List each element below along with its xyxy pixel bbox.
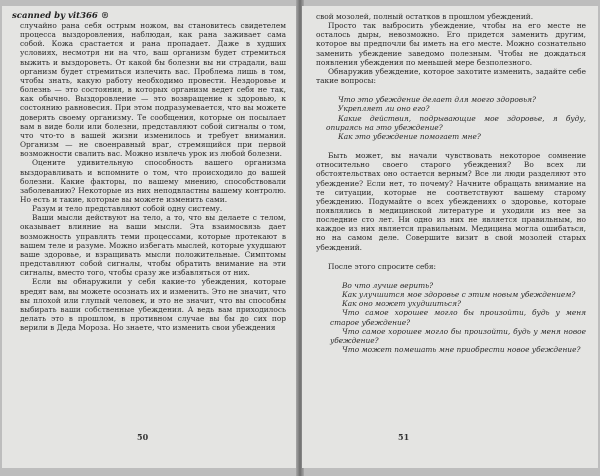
question-item: Укрепляет ли оно его? (338, 104, 430, 114)
right-paragraph: После этого спросите себя: (328, 261, 437, 271)
page-number-right: 51 (398, 432, 410, 442)
left-page (2, 6, 298, 468)
left-text-column (20, 21, 286, 332)
right-paragraph: Просто так выбросить убеждение, чтобы на его месте не осталось дыры, невозможно. Его придется заменить другим, которое вы предпочли бы иметь на его месте. Можно сознательно заменить убеждение заведомо полезным. Чтобы не дождаться появления убеждения по меньшей мере безполезного. (316, 21, 586, 67)
left-paragraph: Если вы обнаружили у себя какие-то убеждения, которые вредят вам, вы можете осознать их и изменить. Это не значит, что вы плохой или глупый человек, и это не значит, что вы способны выбирать ваши собственные убеждения. А ведь вам приходилось делать это в прошлом, в противном случае вы бы до сих пор верили в Деда Мороза. Но знаете, что изменить свои убеждения (20, 277, 286, 333)
left-paragraph: Разум и тело представляют собой одну систему. (32, 204, 223, 214)
left-paragraph: случайно рана себя острым ножом, вы становитесь свидетелем процесса выздоровления, наблюдая, как рана заживает сама собой. Кожа срастается и рана пропадает. Даже в худших условиях, несмотря ни на что, ваш организм будет стремиться выжить и выздороветь. От какой бы болезни вы ни страдали, ваш организм будет стремиться излечить вас. Проблема лишь в том, чтобы знать, какую работу необходимо провести. Нездоровье и болезнь — это состояния, в которых организм ведет себя не так, как обычно. Выздоровление — это возвращение к здоровью, к состоянию равновесия. При этом подразумевается, что вы можете доверять своему организму. Те сообщения, которые он посылает вам в виде боли или болезни, представляют собой сигналы о том, что что-то в вашей жизни изменилось и требует внимания. Организм — не своенравный враг, стремящийся при первой возможности свалить вас. Можно извлечь урок из любой болезни. (20, 21, 286, 159)
question-item: Что самое хорошее могло бы произойти, будь у меня новое убеждение? (330, 326, 586, 345)
question-item: Как оно может ухудшиться? (342, 299, 461, 309)
right-paragraph: Быть может, вы начали чувствовать некоторое сомнение относительно своего старого убеждения? Во всех ли обстоятельствах оно остается верным? Все ли люди разделяют это убеждение? Если нет, то почему? Начните обращать внимание на те ситуации, которые не соответствуют вашему старому убеждению. Подумайте о всех убеждениях о здоровье, которые появлялись в медицинской литературе и уходили из нее за последние сто лет. Ни одно из них не является правильным, но каждое из них является правильным. Медицина могла ошибаться, но на самом деле. Совершите визит в свой мозолей старых убеждений. (316, 151, 586, 252)
question-item: Как улучшится мое здоровье с этим новым убеждением? (342, 290, 576, 300)
right-paragraph: свой мозолей, полный остатков в прошлом убеждений. (316, 12, 534, 21)
question-item: Какие действия, подрывающие мое здоровье, я буду, опираясь на это убеждение? (326, 113, 586, 132)
right-paragraph: Обнаружив убеждение, которое захотите изменить, задайте себе такие вопросы: (316, 66, 586, 86)
page-number-left: 50 (137, 432, 149, 442)
left-paragraph: Ваши мысли действуют на тело, а то, что вы делаете с телом, оказывает влияние на ваши мысли. Эта взаимосвязь дает возможность управлять теми процессами, которые протекают в вашем теле и разуме. Можно избегать мыслей, которые ухудшают ваше здоровье, и взращивать мысли положительные. Симптомы представляют собой сигналы, чтобы обратить внимание на эти сигналы, вместо того, чтобы сразу же избавляться от них. (20, 213, 286, 278)
right-page (302, 6, 598, 468)
scanner-watermark: scanned by vit366 ® (12, 11, 110, 21)
question-item: Во что лучше верить? (342, 280, 434, 290)
question-item: Что может помешать мне приобрести новое убеждение? (342, 345, 581, 354)
right-text-column (316, 12, 586, 354)
question-item: Что самое хорошее могло бы произойти, будь у меня старое убеждение? (330, 308, 586, 327)
left-paragraph: Оцените удивительную способность вашего организма выздоравливать и вспомните о том, что происходило до вашей болезни. Какие факторы, по вашему мнению, способствовали заболеванию? Некоторые из них неподвластны вашему контролю. Но есть и такие, которые вы можете изменить сами. (20, 158, 286, 204)
question-item: Что это убеждение делает для моего здоровья? (338, 95, 536, 105)
question-item: Как это убеждение помогает мне? (338, 131, 481, 141)
